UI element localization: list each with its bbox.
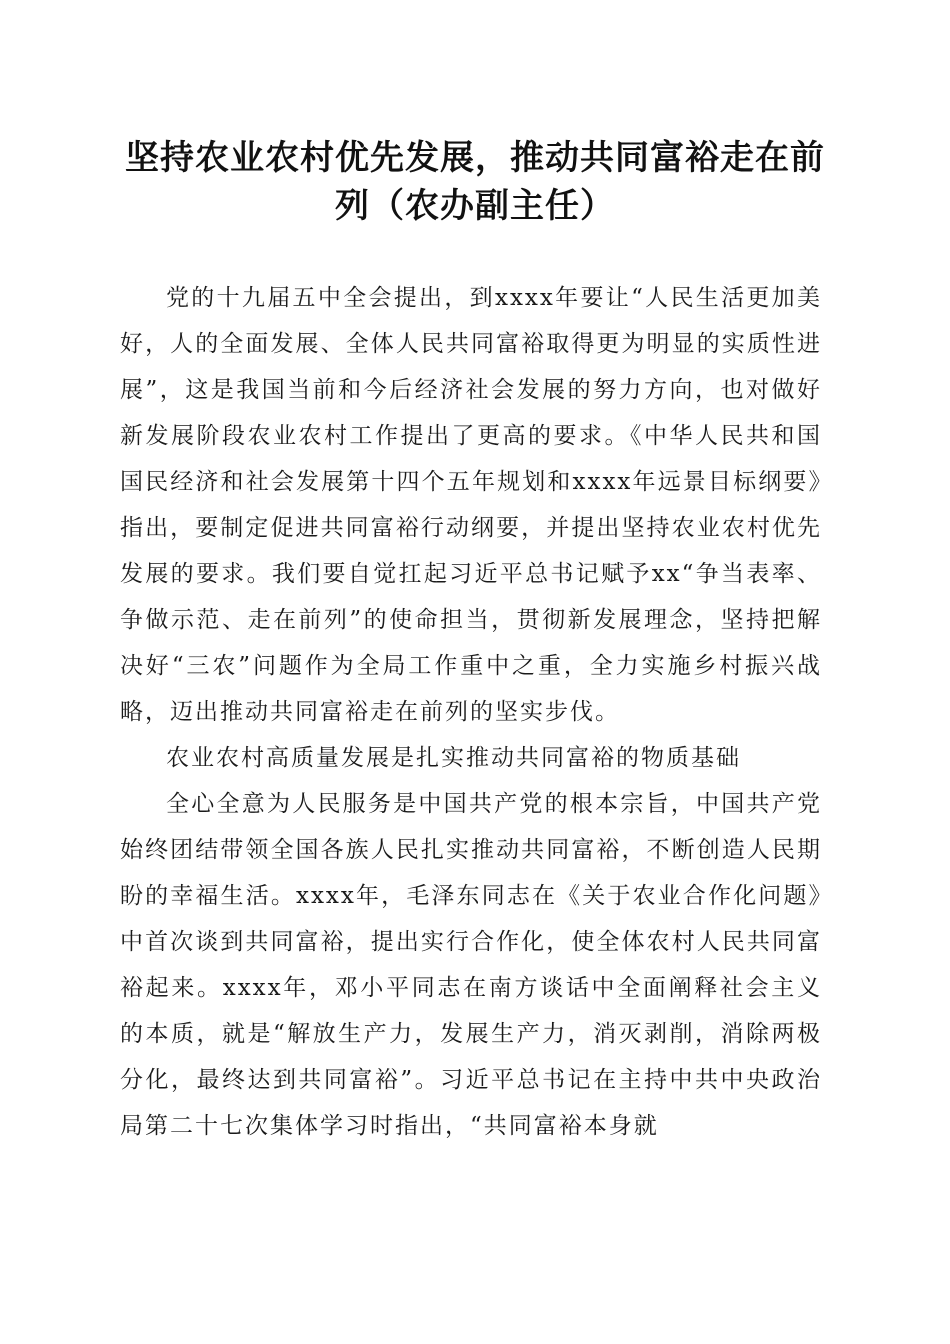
paragraph-history: 全心全意为人民服务是中国共产党的根本宗旨，中国共产党始终团结带领全国各族人民扎实推动共同富裕，不断创造人民期盼的幸福生活。xxxx年，毛泽东同志在《关于农业合作化问题》中首次谈到共同富裕，提出实行合作化，使全体农村人民共同富裕起来。xxxx年，邓小平同志在南方谈话中全面阐释社会主义的本质，就是“解放生产力，发展生产力，消灭剥削，消除两极分化，最终达到共同富裕”。习近平总书记在主持中共中央政治局第二十七次集体学习时指出，“共同富裕本身就 [120,791,822,1139]
document-body [120,275,822,1149]
section-heading: 农业农村高质量发展是扎实推动共同富裕的物质基础 [166,745,741,771]
paragraph-intro: 党的十九届五中全会提出，到xxxx年要让“人民生活更加美好，人的全面发展、全体人民共同富裕取得更为明显的实质性进展”，这是我国当前和今后经济社会发展的努力方向，也对做好新发展阶段农业农村工作提出了更高的要求。《中华人民共和国国民经济和社会发展第十四个五年规划和xxxx年远景目标纲要》指出，要制定促进共同富裕行动纲要，并提出坚持农业农村优先发展的要求。我们要自觉扛起习近平总书记赋予xx“争当表率、争做示范、走在前列”的使命担当，贯彻新发展理念，坚持把解决好“三农”问题作为全局工作重中之重，全力实施乡村振兴战略，迈出推动共同富裕走在前列的坚实步伐。 [120,285,822,725]
document-title: 坚持农业农村优先发展，推动共同富裕走在前列（农办副主任） [125,138,825,226]
